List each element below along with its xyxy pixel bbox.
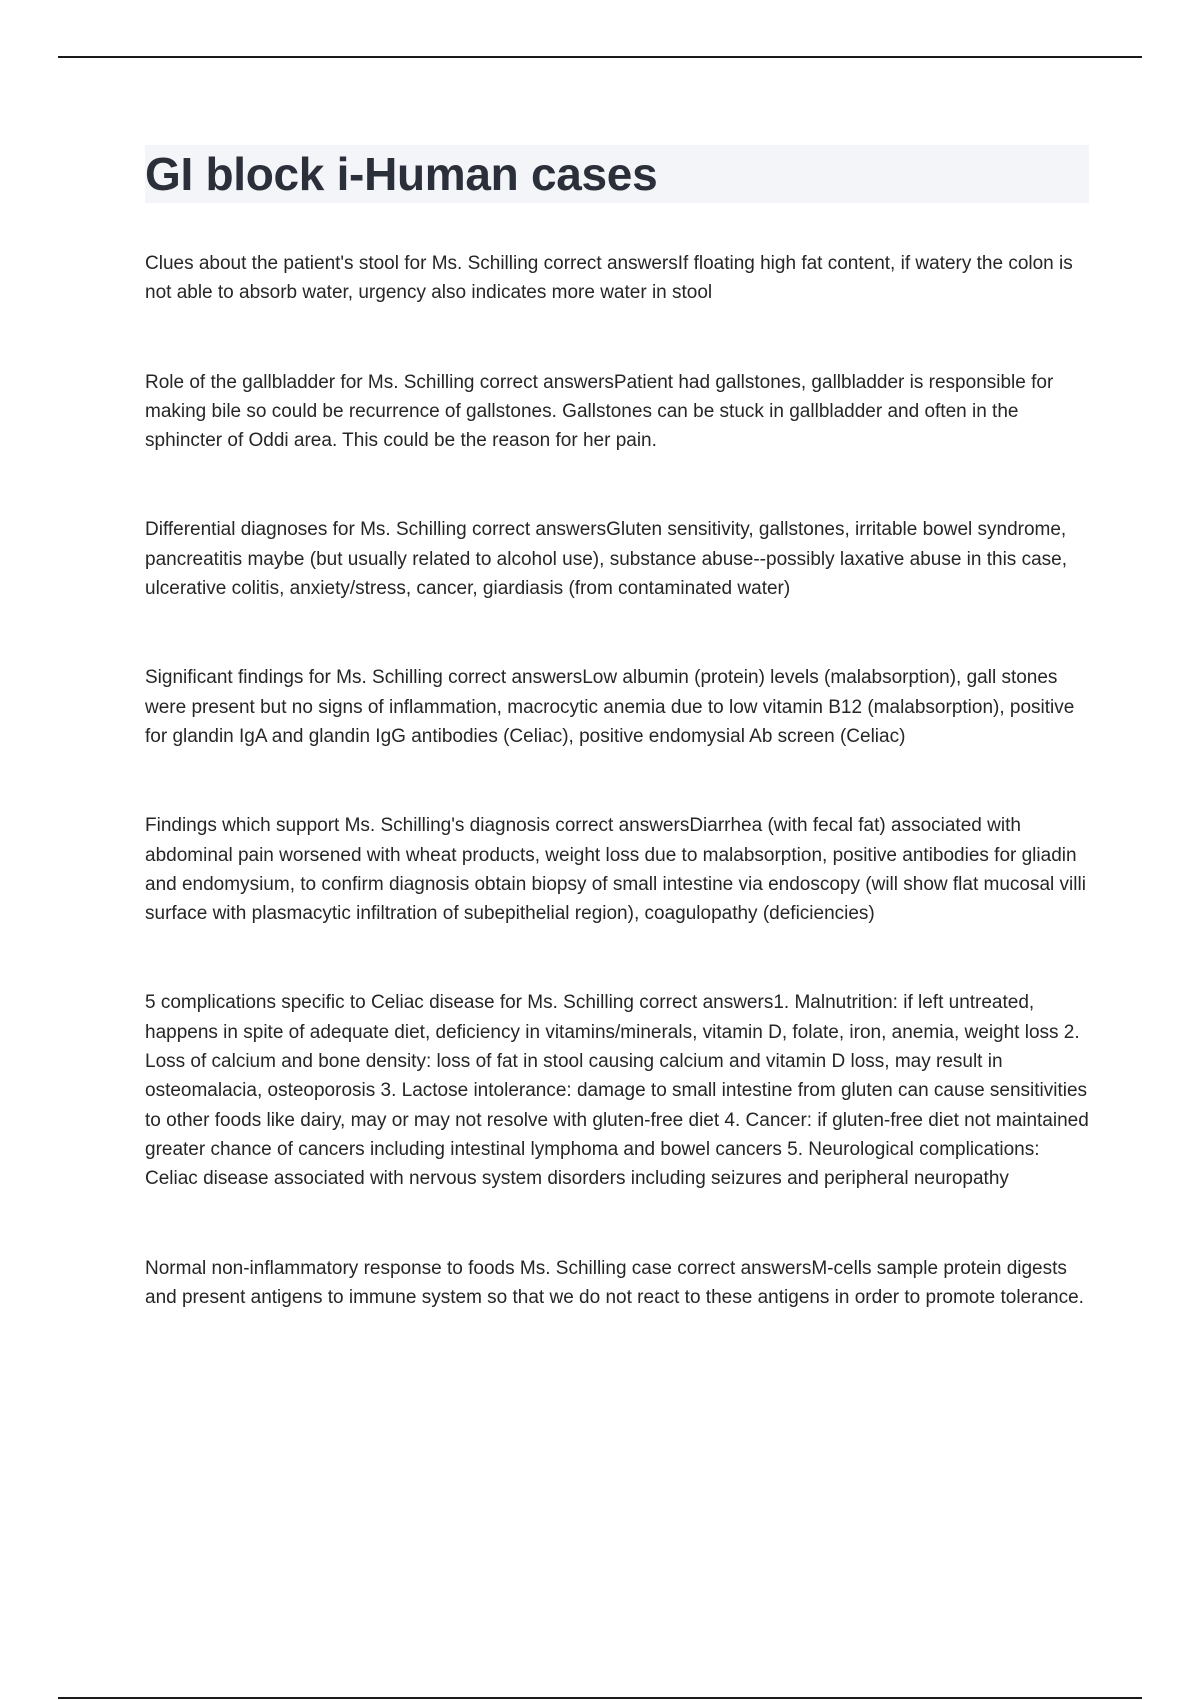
flashcard-question: Significant findings for Ms. Schilling (145, 667, 443, 689)
flashcard-question: Findings which support Ms. Schilling's diagnosis (145, 815, 550, 837)
flashcard-answer-label: correct answers (543, 253, 678, 274)
flashcard-answer: If floating high fat content, if watery the colon is not able to absorb water, urgency also indicates more water in stool (145, 253, 1073, 304)
flashcard-answer: Gluten sensitivity, gallstones, irritable bowel syndrome, pancreatitis maybe (but usually related to alcohol use), substance abuse--possibly laxative abuse in this case, ulcerative colitis, anxiety/stress, cancer, giardiasis (from contaminated water) (145, 519, 1068, 600)
document-body (145, 145, 1089, 1372)
flashcard-question: Normal non-inflammatory response to foods Ms. Schilling case (145, 1257, 672, 1279)
top-rule (58, 56, 1142, 58)
flashcard-answer: Patient had gallstones, gallbladder is responsible for making bile so could be recurrence of gallstones. Gallstones can be stuck in gallbladder and often in the sphincter of Oddi area. This could be the reason for her pain. (145, 371, 1054, 452)
flashcard-answer-label: correct answers (479, 371, 614, 393)
page-title: GI block i-Human cases (145, 148, 658, 200)
flashcard-answer-label: correct answers (639, 992, 774, 1014)
flashcard (145, 811, 1089, 928)
bottom-rule (58, 1697, 1142, 1699)
flashcard-answer-label: correct answers (555, 815, 690, 837)
flashcard-answer-label: correct answers (677, 1257, 812, 1279)
flashcard (145, 368, 1089, 456)
flashcard-question: Clues about the patient's stool for Ms. Schilling (145, 253, 539, 274)
flashcard (145, 249, 1089, 308)
flashcard (145, 515, 1089, 603)
flashcard-list (145, 249, 1089, 1312)
flashcard-answer: M-cells sample protein digests and present antigens to immune system so that we do not react to these antigens in order to promote tolerance. (145, 1257, 1084, 1308)
flashcard-question: Role of the gallbladder for Ms. Schilling (145, 371, 475, 393)
flashcard (145, 988, 1089, 1193)
flashcard (145, 1254, 1089, 1313)
flashcard-answer-label: correct answers (448, 667, 583, 689)
flashcard-answer-label: correct answers (472, 519, 607, 541)
flashcard-answer: Low albumin (protein) levels (malabsorption), gall stones were present but no signs of inflammation, macrocytic anemia due to low vitamin B12 (malabsorption), positive for glandin IgA and glandin IgG antibodies (Celiac), positive endomysial Ab screen (Celiac) (145, 667, 1075, 747)
flashcard (145, 663, 1089, 751)
title-band (145, 145, 1089, 203)
flashcard-question: Differential diagnoses for Ms. Schilling (145, 519, 467, 541)
flashcard-answer: Diarrhea (with fecal fat) associated with abdominal pain worsened with wheat products, weight loss due to malabsorption, positive antibodies for gliadin and endomysium, to confirm diagnosis obtain biopsy of small intestine via endoscopy (will show flat mucosal villi surface with plasmacytic infiltration of subepithelial region), coagulopathy (deficiencies) (145, 815, 1086, 925)
flashcard-answer: 1. Malnutrition: if left untreated, happens in spite of adequate diet, deficiency in vitamins/minerals, vitamin D, folate, iron, anemia, weight loss 2. Loss of calcium and bone density: loss of fat in stool causing calcium and vitamin D loss, may result in osteomalacia, osteoporosis 3. Lactose intolerance: damage to small intestine from gluten can cause sensitivities to other foods like dairy, may or may not resolve with gluten-free diet 4. Cancer: if gluten-free diet not maintained greater chance of cancers including intestinal lymphoma and bowel cancers 5. Neurological complications: Celiac disease associated with nervous system disorders including seizures and peripheral neuropathy (145, 992, 1089, 1190)
flashcard-question: 5 complications specific to Celiac disease for Ms. Schilling (145, 992, 634, 1014)
